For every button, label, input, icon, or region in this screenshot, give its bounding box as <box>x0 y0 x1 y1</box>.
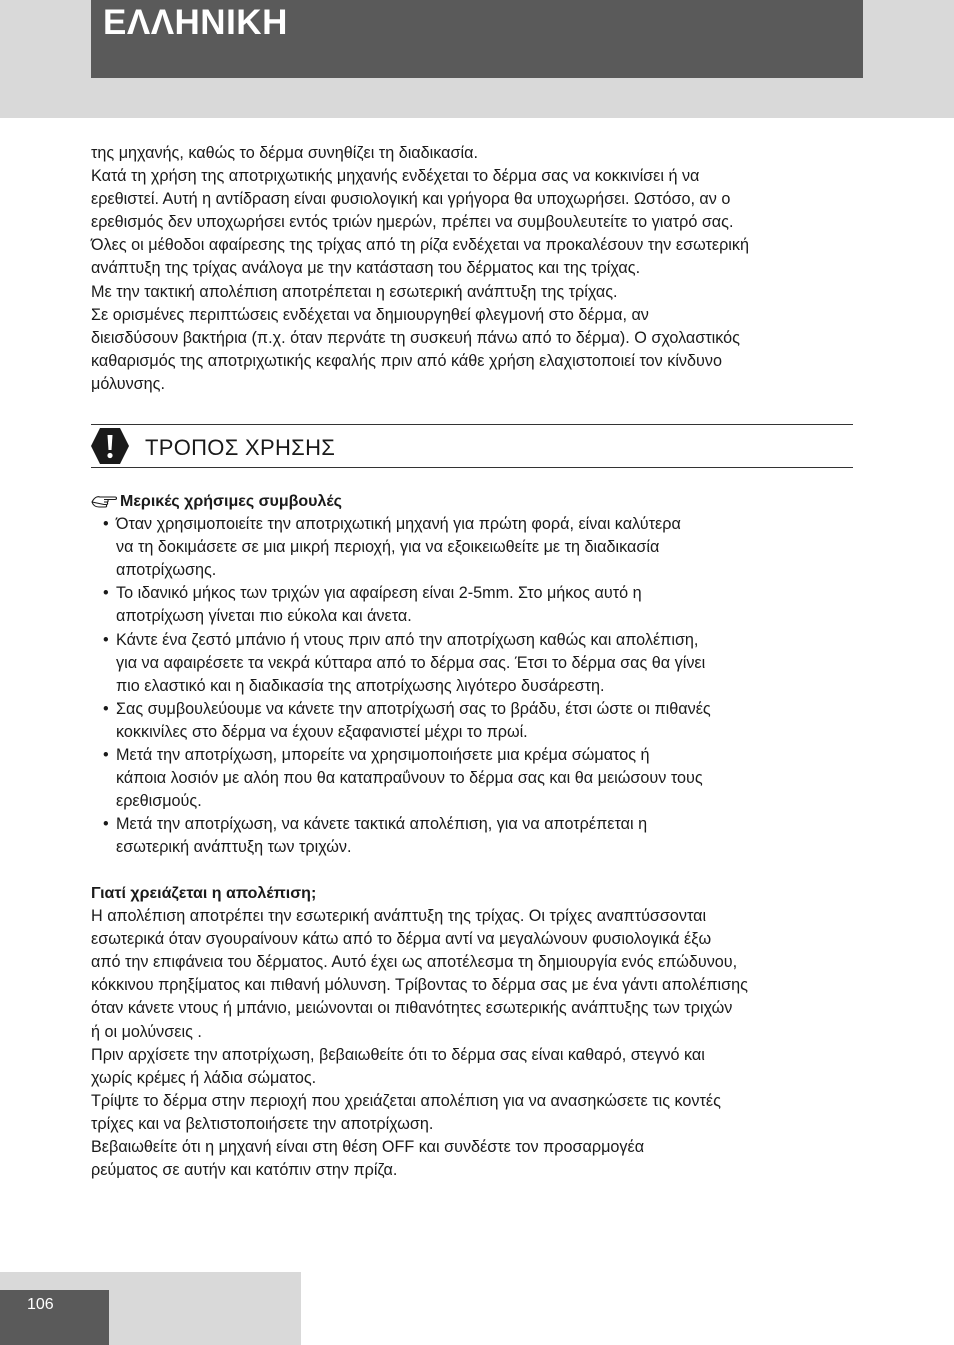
list-item <box>91 698 796 744</box>
tips-section <box>91 490 861 860</box>
section-header <box>91 424 853 468</box>
intro-text <box>91 142 861 396</box>
list-item <box>91 513 796 582</box>
item-line: εσωτερική ανάπτυξη των τριχών. <box>116 838 352 857</box>
page-number-box <box>0 1290 109 1345</box>
intro-line: της μηχανής, καθώς το δέρμα συνηθίζει τη διαδικασία. <box>91 144 478 162</box>
intro-line: διεισδύσουν βακτήρια (π.χ. όταν περνάτε τη συσκευή πάνω από το δέρμα). Ο σχολαστικός <box>91 328 740 347</box>
exfoliation-line: Η απολέπιση αποτρέπει την εσωτερική ανάπτυξη της τρίχας. Οι τρίχες αναπτύσσονται <box>91 907 707 926</box>
item-line: Μετά την αποτρίχωση, να κάνετε τακτικά απολέπιση, για να αποτρέπεται η <box>116 815 648 834</box>
list-item <box>91 813 796 859</box>
list-item <box>91 629 796 698</box>
pointing-hand-icon <box>91 494 118 510</box>
item-line: να τη δοκιμάσετε σε μια μικρή περιοχή, για να εξοικειωθείτε με τη διαδικασία <box>116 538 660 557</box>
page-title: ΕΛΛΗΝΙΚΗ <box>103 3 288 42</box>
item-line: για να αφαιρέσετε τα νεκρά κύτταρα από το δέρμα σας. Έτσι το δέρμα σας θα γίνει <box>116 653 706 672</box>
intro-line: καθαρισμός της αποτριχωτικής κεφαλής πριν από κάθε χρήση ελαχιστοποιεί τον κίνδυνο <box>91 351 722 370</box>
intro-line: ερεθισμός δεν υποχωρήσει εντός τριών ημερών, πρέπει να συμβουλευτείτε το γιατρό σας. <box>91 213 734 232</box>
item-line: πιο ελαστικό και η διαδικασία της αποτρίχωσης λιγότερο δυσάρεστη. <box>116 676 605 695</box>
exfoliation-line: Τρίψτε το δέρμα στην περιοχή που χρειάζεται απολέπιση για να ανασηκώσετε τις κοντές <box>91 1091 721 1110</box>
item-line: αποτρίχωση γίνεται πιο εύκολα και άνετα. <box>116 607 412 626</box>
section-title: ΤΡΟΠΟΣ ΧΡΗΣΗΣ <box>145 435 336 460</box>
item-line: Όταν χρησιμοποιείτε την αποτριχωτική μηχανή για πρώτη φορά, είναι καλύτερα <box>116 515 681 534</box>
exfoliation-line: Πριν αρχίσετε την αποτρίχωση, βεβαιωθείτε ότι το δέρμα σας είναι καθαρό, στεγνό και <box>91 1045 705 1064</box>
item-line: Σας συμβουλεύουμε να κάνετε την αποτρίχωσή σας το βράδυ, έτσι ώστε οι πιθανές <box>116 699 711 718</box>
intro-line: Όλες οι μέθοδοι αφαίρεσης της τρίχας από τη ρίζα ενδέχεται να προκαλέσουν την εσωτερική <box>91 236 749 255</box>
exfoliation-section <box>91 882 861 1182</box>
exfoliation-line: Βεβαιωθείτε ότι η μηχανή είναι στη θέση OFF και συνδέστε τον προσαρμογέα <box>91 1138 645 1157</box>
warning-icon <box>91 428 129 464</box>
item-line: Μετά την αποτρίχωση, μπορείτε να χρησιμοποιήσετε μια κρέμα σώματος ή <box>116 746 650 765</box>
exfoliation-line: χωρίς κρέμες ή λάδια σώματος. <box>91 1068 317 1087</box>
intro-line: Κατά τη χρήση της αποτριχωτικής μηχανής ενδέχεται το δέρμα σας να κοκκινίσει ή να <box>91 167 700 186</box>
exfoliation-line: ρεύματος σε αυτήν και κατόπιν στην πρίζα. <box>91 1161 398 1180</box>
tips-heading-text: Μερικές χρήσιμες συμβουλές <box>120 493 342 510</box>
exfoliation-line: κόκκινου πρηξίματος και πιθανή μόλυνση. Τρίβοντας το δέρμα σας με ένα γάντι απολέπισης <box>91 976 748 995</box>
intro-line: ερεθιστεί. Αυτή η αντίδραση είναι φυσιολογική και γρήγορα θα υποχωρήσει. Ωστόσο, αν ο <box>91 190 731 209</box>
intro-line: Σε ορισμένες περιπτώσεις ενδέχεται να δημιουργηθεί φλεγμονή στο δέρμα, αν <box>91 305 649 324</box>
exfoliation-line: εσωτερικά όταν σγουραίνουν κάτω από το δέρμα αντί να μεγαλώνουν φυσιολογικά έξω <box>91 930 712 949</box>
item-line: ερεθισμούς. <box>116 792 202 811</box>
header-box <box>91 0 863 78</box>
item-line: Το ιδανικό μήκος των τριχών για αφαίρεση είναι 2-5mm. Στο μήκος αυτό η <box>116 584 642 603</box>
item-line: κοκκινίλες στο δέρμα να έχουν εξαφανιστεί μέχρι το πρωί. <box>116 722 528 741</box>
item-line: κάποια λοσιόν με αλόη που θα καταπραΰνουν το δέρμα σας και θα μειώσουν τους <box>116 769 703 788</box>
item-line: αποτρίχωσης. <box>116 561 217 580</box>
exfoliation-line: όταν κάνετε ντους ή μπάνιο, μειώνονται οι πιθανότητες εσωτερικής ανάπτυξης των τριχών <box>91 999 733 1018</box>
tips-heading <box>91 490 861 513</box>
intro-line: μόλυνσης. <box>91 374 165 393</box>
list-item <box>91 744 796 813</box>
item-line: Κάντε ένα ζεστό μπάνιο ή ντους πριν από την αποτρίχωση καθώς και απολέπιση, <box>116 630 699 649</box>
intro-line: Με την τακτική απολέπιση αποτρέπεται η εσωτερική ανάπτυξη της τρίχας. <box>91 282 618 301</box>
intro-line: ανάπτυξη της τρίχας ανάλογα με την κατάσταση του δέρματος και της τρίχας. <box>91 259 641 278</box>
exfoliation-heading: Γιατί χρειάζεται η απολέπιση; <box>91 885 317 902</box>
page-number: 106 <box>27 1296 54 1313</box>
tips-list <box>91 513 861 859</box>
list-item <box>91 582 796 628</box>
exfoliation-line: τρίχες και να βελτιστοποιήσετε την αποτρίχωση. <box>91 1114 434 1133</box>
exfoliation-line: από την επιφάνεια του δέρματος. Αυτό έχει ως αποτέλεσμα τη δημιουργία ενός επώδυνου, <box>91 953 738 972</box>
exfoliation-line: ή οι μολύνσεις . <box>91 1022 202 1041</box>
